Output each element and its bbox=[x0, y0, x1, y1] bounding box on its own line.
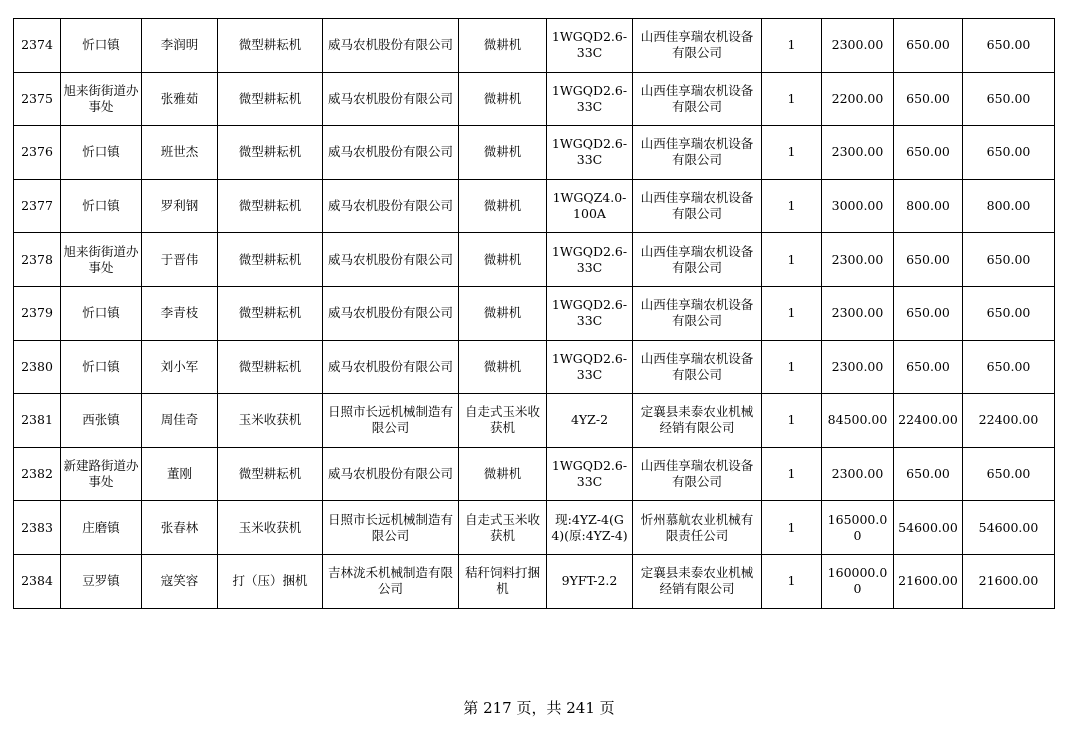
cell-price: 2300.00 bbox=[822, 19, 894, 73]
cell-subsidy: 650.00 bbox=[894, 126, 963, 180]
cell-dealer: 山西佳享瑞农机设备有限公司 bbox=[633, 233, 762, 287]
cell-qty: 1 bbox=[762, 126, 822, 180]
cell-product: 自走式玉米收获机 bbox=[459, 394, 547, 448]
cell-total: 650.00 bbox=[963, 340, 1055, 394]
cell-subsidy: 650.00 bbox=[894, 340, 963, 394]
cell-town: 忻口镇 bbox=[61, 19, 142, 73]
cell-dealer: 山西佳享瑞农机设备有限公司 bbox=[633, 340, 762, 394]
cell-no: 2374 bbox=[14, 19, 61, 73]
cell-maker: 威马农机股份有限公司 bbox=[323, 233, 459, 287]
cell-category: 微型耕耘机 bbox=[218, 233, 323, 287]
cell-total: 650.00 bbox=[963, 72, 1055, 126]
cell-model: 1WGQD2.6-33C bbox=[547, 340, 633, 394]
cell-town: 新建路街道办事处 bbox=[61, 447, 142, 501]
cell-town: 忻口镇 bbox=[61, 126, 142, 180]
cell-no: 2375 bbox=[14, 72, 61, 126]
cell-model: 1WGQD2.6-33C bbox=[547, 126, 633, 180]
cell-town: 旭来街街道办事处 bbox=[61, 72, 142, 126]
cell-town: 忻口镇 bbox=[61, 286, 142, 340]
cell-product: 微耕机 bbox=[459, 179, 547, 233]
cell-total: 54600.00 bbox=[963, 501, 1055, 555]
cell-product: 微耕机 bbox=[459, 126, 547, 180]
cell-qty: 1 bbox=[762, 501, 822, 555]
footer-middle: 页，共 bbox=[511, 699, 567, 717]
cell-dealer: 定襄县耒泰农业机械经销有限公司 bbox=[633, 394, 762, 448]
cell-no: 2382 bbox=[14, 447, 61, 501]
cell-subsidy: 650.00 bbox=[894, 233, 963, 287]
cell-model: 1WGQD2.6-33C bbox=[547, 72, 633, 126]
cell-subsidy: 650.00 bbox=[894, 19, 963, 73]
cell-price: 165000.00 bbox=[822, 501, 894, 555]
cell-price: 84500.00 bbox=[822, 394, 894, 448]
cell-maker: 日照市长远机械制造有限公司 bbox=[323, 394, 459, 448]
table-row bbox=[14, 554, 1055, 608]
cell-product: 微耕机 bbox=[459, 233, 547, 287]
cell-dealer: 山西佳享瑞农机设备有限公司 bbox=[633, 19, 762, 73]
cell-product: 微耕机 bbox=[459, 19, 547, 73]
cell-subsidy: 650.00 bbox=[894, 286, 963, 340]
table-row bbox=[14, 179, 1055, 233]
cell-no: 2384 bbox=[14, 554, 61, 608]
cell-model: 9YFT-2.2 bbox=[547, 554, 633, 608]
cell-qty: 1 bbox=[762, 19, 822, 73]
cell-no: 2380 bbox=[14, 340, 61, 394]
cell-qty: 1 bbox=[762, 447, 822, 501]
cell-name: 李润明 bbox=[142, 19, 218, 73]
table-row bbox=[14, 72, 1055, 126]
cell-price: 2300.00 bbox=[822, 286, 894, 340]
table-body bbox=[14, 19, 1055, 609]
cell-town: 豆罗镇 bbox=[61, 554, 142, 608]
cell-qty: 1 bbox=[762, 233, 822, 287]
cell-model: 4YZ-2 bbox=[547, 394, 633, 448]
cell-no: 2376 bbox=[14, 126, 61, 180]
cell-category: 玉米收获机 bbox=[218, 501, 323, 555]
footer-page-number: 217 bbox=[483, 699, 512, 717]
cell-subsidy: 800.00 bbox=[894, 179, 963, 233]
cell-maker: 威马农机股份有限公司 bbox=[323, 179, 459, 233]
cell-product: 微耕机 bbox=[459, 447, 547, 501]
cell-town: 忻口镇 bbox=[61, 179, 142, 233]
cell-dealer: 山西佳享瑞农机设备有限公司 bbox=[633, 447, 762, 501]
cell-category: 微型耕耘机 bbox=[218, 19, 323, 73]
cell-no: 2379 bbox=[14, 286, 61, 340]
cell-dealer: 山西佳享瑞农机设备有限公司 bbox=[633, 72, 762, 126]
cell-name: 罗利钢 bbox=[142, 179, 218, 233]
cell-product: 秸秆饲料打捆机 bbox=[459, 554, 547, 608]
cell-price: 160000.00 bbox=[822, 554, 894, 608]
cell-product: 微耕机 bbox=[459, 72, 547, 126]
table-row bbox=[14, 340, 1055, 394]
cell-town: 旭来街街道办事处 bbox=[61, 233, 142, 287]
cell-maker: 吉林泷禾机械制造有限公司 bbox=[323, 554, 459, 608]
cell-price: 2300.00 bbox=[822, 447, 894, 501]
cell-subsidy: 21600.00 bbox=[894, 554, 963, 608]
cell-total: 650.00 bbox=[963, 233, 1055, 287]
cell-maker: 威马农机股份有限公司 bbox=[323, 447, 459, 501]
cell-qty: 1 bbox=[762, 340, 822, 394]
cell-model: 1WGQZ4.0-100A bbox=[547, 179, 633, 233]
cell-maker: 威马农机股份有限公司 bbox=[323, 19, 459, 73]
footer-total-pages: 241 bbox=[566, 699, 595, 717]
cell-category: 微型耕耘机 bbox=[218, 126, 323, 180]
cell-qty: 1 bbox=[762, 72, 822, 126]
cell-maker: 日照市长远机械制造有限公司 bbox=[323, 501, 459, 555]
cell-maker: 威马农机股份有限公司 bbox=[323, 72, 459, 126]
cell-category: 玉米收获机 bbox=[218, 394, 323, 448]
cell-name: 于晋伟 bbox=[142, 233, 218, 287]
table-row bbox=[14, 447, 1055, 501]
cell-model: 现:4YZ-4(G4)(原:4YZ-4) bbox=[547, 501, 633, 555]
cell-name: 董刚 bbox=[142, 447, 218, 501]
cell-subsidy: 650.00 bbox=[894, 447, 963, 501]
cell-maker: 威马农机股份有限公司 bbox=[323, 340, 459, 394]
cell-maker: 威马农机股份有限公司 bbox=[323, 126, 459, 180]
cell-category: 微型耕耘机 bbox=[218, 447, 323, 501]
cell-dealer: 山西佳享瑞农机设备有限公司 bbox=[633, 179, 762, 233]
cell-total: 650.00 bbox=[963, 19, 1055, 73]
cell-total: 650.00 bbox=[963, 447, 1055, 501]
cell-maker: 威马农机股份有限公司 bbox=[323, 286, 459, 340]
cell-product: 微耕机 bbox=[459, 340, 547, 394]
cell-total: 22400.00 bbox=[963, 394, 1055, 448]
cell-model: 1WGQD2.6-33C bbox=[547, 447, 633, 501]
cell-subsidy: 22400.00 bbox=[894, 394, 963, 448]
cell-category: 微型耕耘机 bbox=[218, 340, 323, 394]
cell-town: 西张镇 bbox=[61, 394, 142, 448]
cell-total: 21600.00 bbox=[963, 554, 1055, 608]
cell-no: 2377 bbox=[14, 179, 61, 233]
cell-no: 2381 bbox=[14, 394, 61, 448]
cell-total: 800.00 bbox=[963, 179, 1055, 233]
cell-name: 周佳奇 bbox=[142, 394, 218, 448]
subsidy-table bbox=[13, 18, 1055, 609]
cell-qty: 1 bbox=[762, 286, 822, 340]
cell-no: 2378 bbox=[14, 233, 61, 287]
cell-no: 2383 bbox=[14, 501, 61, 555]
cell-product: 微耕机 bbox=[459, 286, 547, 340]
cell-subsidy: 54600.00 bbox=[894, 501, 963, 555]
cell-dealer: 定襄县耒泰农业机械经销有限公司 bbox=[633, 554, 762, 608]
cell-dealer: 忻州慕航农业机械有限责任公司 bbox=[633, 501, 762, 555]
table-row bbox=[14, 126, 1055, 180]
cell-town: 庄磨镇 bbox=[61, 501, 142, 555]
cell-price: 2200.00 bbox=[822, 72, 894, 126]
table-row bbox=[14, 19, 1055, 73]
cell-name: 李青枝 bbox=[142, 286, 218, 340]
cell-name: 张雅茹 bbox=[142, 72, 218, 126]
cell-name: 刘小军 bbox=[142, 340, 218, 394]
cell-model: 1WGQD2.6-33C bbox=[547, 286, 633, 340]
table-row bbox=[14, 394, 1055, 448]
cell-price: 2300.00 bbox=[822, 233, 894, 287]
cell-qty: 1 bbox=[762, 179, 822, 233]
cell-category: 微型耕耘机 bbox=[218, 72, 323, 126]
cell-subsidy: 650.00 bbox=[894, 72, 963, 126]
cell-name: 张春林 bbox=[142, 501, 218, 555]
cell-price: 3000.00 bbox=[822, 179, 894, 233]
cell-qty: 1 bbox=[762, 554, 822, 608]
cell-dealer: 山西佳享瑞农机设备有限公司 bbox=[633, 126, 762, 180]
footer-suffix: 页 bbox=[594, 699, 615, 717]
cell-model: 1WGQD2.6-33C bbox=[547, 233, 633, 287]
cell-category: 微型耕耘机 bbox=[218, 286, 323, 340]
cell-total: 650.00 bbox=[963, 126, 1055, 180]
cell-price: 2300.00 bbox=[822, 340, 894, 394]
cell-name: 班世杰 bbox=[142, 126, 218, 180]
cell-price: 2300.00 bbox=[822, 126, 894, 180]
cell-product: 自走式玉米收获机 bbox=[459, 501, 547, 555]
cell-model: 1WGQD2.6-33C bbox=[547, 19, 633, 73]
footer-prefix: 第 bbox=[463, 699, 484, 717]
cell-town: 忻口镇 bbox=[61, 340, 142, 394]
table-row bbox=[14, 501, 1055, 555]
table-row bbox=[14, 286, 1055, 340]
cell-category: 微型耕耘机 bbox=[218, 179, 323, 233]
cell-name: 寇笑容 bbox=[142, 554, 218, 608]
cell-qty: 1 bbox=[762, 394, 822, 448]
page-footer bbox=[0, 697, 1078, 718]
cell-dealer: 山西佳享瑞农机设备有限公司 bbox=[633, 286, 762, 340]
table-row bbox=[14, 233, 1055, 287]
cell-total: 650.00 bbox=[963, 286, 1055, 340]
cell-category: 打（压）捆机 bbox=[218, 554, 323, 608]
